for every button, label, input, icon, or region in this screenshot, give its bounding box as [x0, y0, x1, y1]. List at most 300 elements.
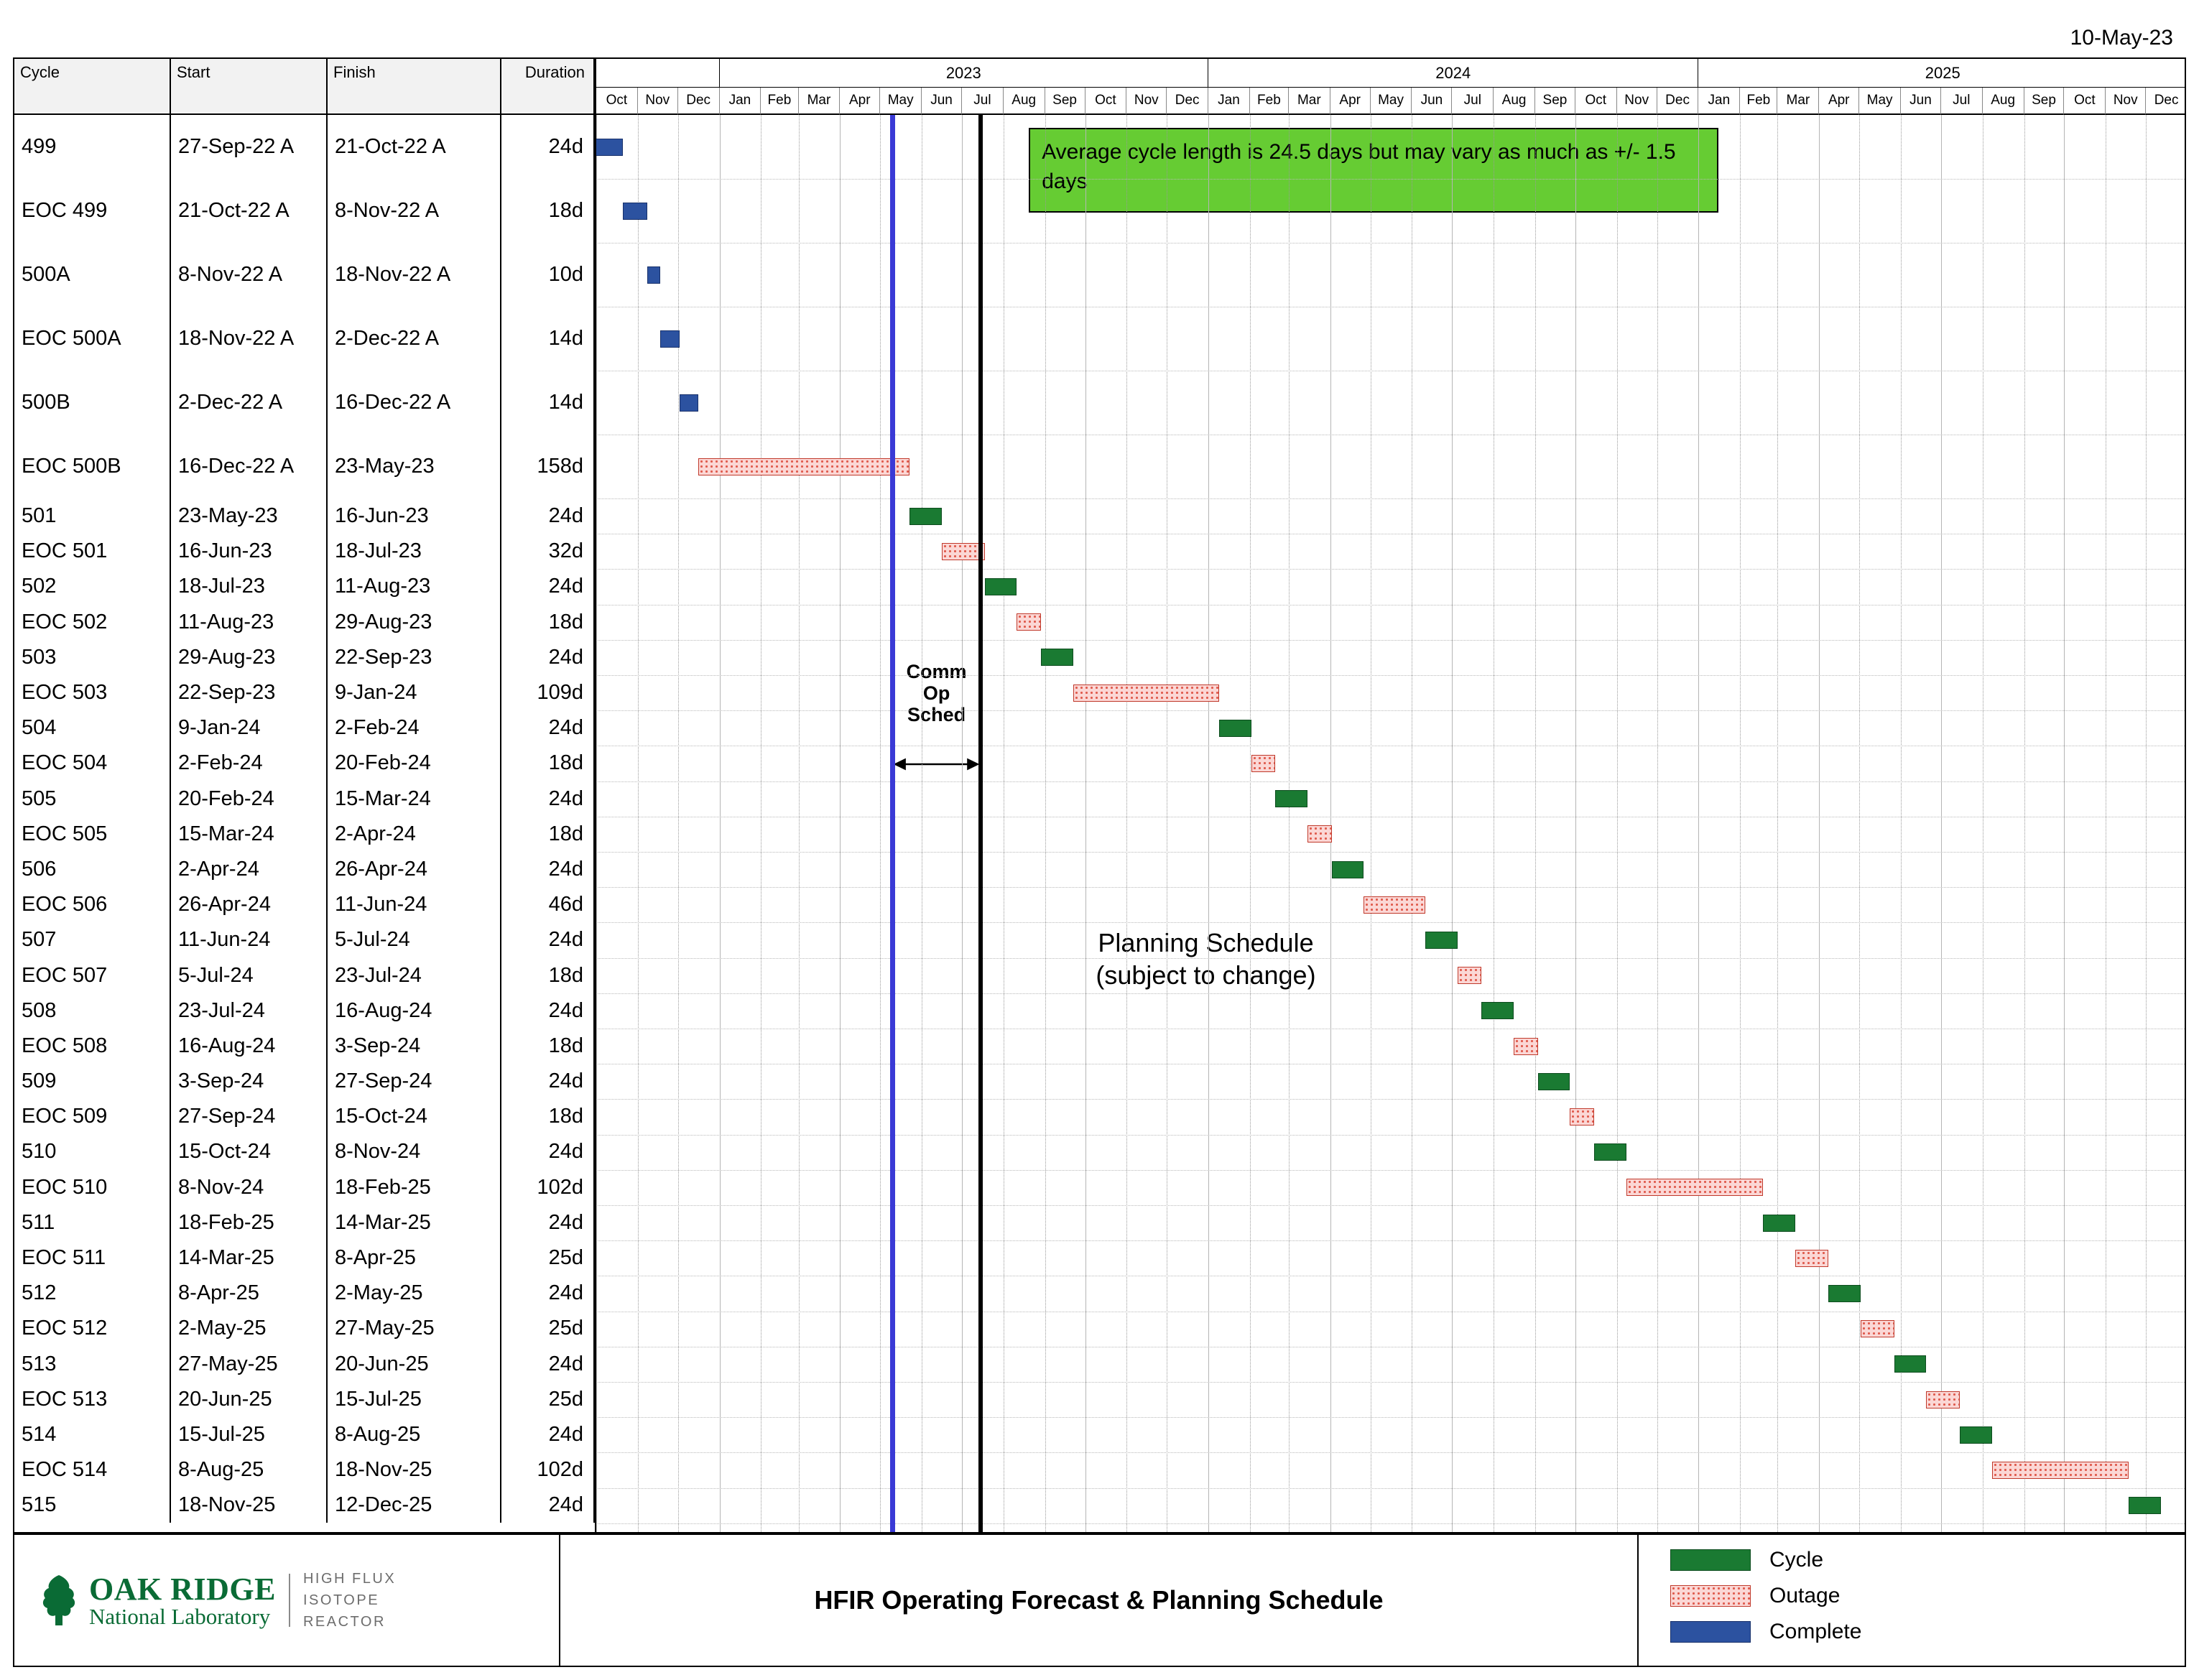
gantt-bar-outage[interactable] [1017, 613, 1041, 631]
cell-finish: 2-Dec-22 A [328, 307, 501, 371]
cell-cycle: EOC 510 [14, 1170, 171, 1205]
month-tick-jul: Jul [1452, 88, 1494, 115]
gantt-bar-cycle[interactable] [1219, 720, 1251, 737]
cell-duration: 18d [501, 957, 595, 993]
cell-start: 15-Mar-24 [171, 817, 328, 852]
cell-finish: 2-May-25 [328, 1276, 501, 1311]
cell-duration: 25d [501, 1240, 595, 1276]
gridline-vertical [1330, 115, 1331, 1532]
table-row[interactable] [14, 1170, 595, 1205]
cell-start: 8-Aug-25 [171, 1452, 328, 1488]
cell-start: 18-Jul-23 [171, 569, 328, 604]
cell-start: 16-Dec-22 A [171, 435, 328, 498]
gridline-vertical [962, 115, 963, 1532]
month-tick-jun: Jun [922, 88, 962, 115]
logo-sub-2: ISOTOPE [302, 1592, 380, 1608]
gridline-horizontal [596, 993, 2185, 994]
cell-cycle: EOC 503 [14, 675, 171, 710]
logo-line-1: OAK RIDGE [89, 1571, 276, 1607]
gridline-vertical [2146, 115, 2147, 1532]
cell-cycle: 508 [14, 993, 171, 1029]
gridline-vertical [678, 115, 679, 1532]
column-header-finish: Finish [328, 59, 501, 115]
cell-finish: 2-Feb-24 [328, 710, 501, 746]
table-row[interactable] [14, 179, 595, 243]
column-header-duration: Duration [501, 59, 595, 115]
table-row[interactable] [14, 746, 595, 781]
cell-duration: 18d [501, 746, 595, 781]
cell-duration: 24d [501, 1134, 595, 1169]
gridline-horizontal [596, 1488, 2185, 1489]
gantt-bar-cycle[interactable] [1828, 1285, 1861, 1302]
cell-finish: 3-Sep-24 [328, 1029, 501, 1064]
gantt-bar-outage[interactable] [1307, 825, 1332, 843]
comm-op-span-arrow [892, 754, 981, 774]
cell-start: 20-Jun-25 [171, 1382, 328, 1417]
cell-cycle: 505 [14, 781, 171, 817]
table-row[interactable] [14, 1134, 595, 1169]
cell-finish: 15-Mar-24 [328, 781, 501, 817]
cell-start: 15-Jul-25 [171, 1417, 328, 1452]
month-tick-aug: Aug [1494, 88, 1535, 115]
month-tick-apr: Apr [1819, 88, 1859, 115]
cell-start: 8-Nov-24 [171, 1170, 328, 1205]
cell-finish: 8-Apr-25 [328, 1240, 501, 1276]
gantt-bar-outage[interactable] [1073, 684, 1219, 702]
table-row[interactable] [14, 435, 595, 498]
year-band-2023: 2023 [720, 59, 1209, 88]
gridline-vertical [799, 115, 800, 1532]
table-row[interactable] [14, 243, 595, 307]
cell-start: 27-May-25 [171, 1347, 328, 1382]
cell-start: 29-Aug-23 [171, 640, 328, 675]
table-row[interactable] [14, 115, 595, 179]
legend-label: Complete [1769, 1620, 1862, 1643]
table-row[interactable] [14, 1488, 595, 1523]
gantt-bar-outage[interactable] [1570, 1108, 1594, 1126]
month-tick-oct: Oct [596, 88, 638, 115]
document-date: 10-May-23 [2070, 26, 2173, 50]
gridline-horizontal [596, 640, 2185, 641]
schedule-frame [13, 57, 2186, 1533]
cell-start: 18-Nov-22 A [171, 307, 328, 371]
table-row[interactable] [14, 1029, 595, 1064]
cell-cycle: 511 [14, 1205, 171, 1240]
cell-finish: 8-Aug-25 [328, 1417, 501, 1452]
table-row[interactable] [14, 710, 595, 746]
cell-cycle: 499 [14, 115, 171, 179]
gridline-horizontal [596, 569, 2185, 570]
cell-cycle: 501 [14, 498, 171, 534]
table-row[interactable] [14, 922, 595, 957]
gridline-vertical [1901, 115, 1902, 1532]
cell-start: 18-Nov-25 [171, 1488, 328, 1523]
month-tick-dec: Dec [678, 88, 720, 115]
gantt-bar-complete[interactable] [680, 394, 698, 412]
gantt-bar-cycle[interactable] [909, 508, 942, 525]
table-header-row [14, 59, 595, 115]
month-tick-nov: Nov [638, 88, 678, 115]
cycle-table [14, 59, 595, 1532]
gantt-bar-complete[interactable] [647, 266, 661, 284]
oak-tree-icon [39, 1574, 79, 1627]
cell-cycle: 506 [14, 852, 171, 887]
table-row[interactable] [14, 1417, 595, 1452]
cell-duration: 24d [501, 1347, 595, 1382]
table-row[interactable] [14, 781, 595, 817]
month-tick-oct: Oct [1575, 88, 1617, 115]
cell-start: 14-Mar-25 [171, 1240, 328, 1276]
comm-op-sched-line [978, 115, 983, 1532]
gridline-horizontal [596, 1417, 2185, 1418]
table-row[interactable] [14, 1240, 595, 1276]
table-body [14, 115, 595, 1523]
legend-swatch-complete [1670, 1621, 1751, 1643]
gantt-bar-cycle[interactable] [1041, 649, 1073, 666]
cell-start: 27-Sep-24 [171, 1099, 328, 1134]
callout-note: Average cycle length is 24.5 days but may vary as much as +/- 1.5 days [1029, 128, 1718, 213]
gantt-bar-cycle[interactable] [985, 578, 1017, 595]
legend-label: Cycle [1769, 1548, 1824, 1572]
gridline-vertical [638, 115, 639, 1532]
gridline-vertical [880, 115, 881, 1532]
cell-duration: 46d [501, 887, 595, 922]
gantt-bar-cycle[interactable] [2129, 1497, 2161, 1514]
planning-note-line1: Planning Schedule [1098, 928, 1314, 957]
cell-cycle: EOC 512 [14, 1311, 171, 1346]
logo-line-2: National Laboratory [89, 1603, 271, 1629]
gantt-bar-cycle[interactable] [1763, 1215, 1795, 1232]
cell-finish: 8-Nov-24 [328, 1134, 501, 1169]
cell-finish: 16-Jun-23 [328, 498, 501, 534]
cell-duration: 25d [501, 1311, 595, 1346]
gridline-vertical [1575, 115, 1576, 1532]
gridline-horizontal [596, 710, 2185, 711]
cell-start: 5-Jul-24 [171, 957, 328, 993]
month-tick-dec: Dec [2146, 88, 2185, 115]
logo-sub-1: HIGH FLUX [302, 1571, 397, 1587]
cell-duration: 25d [501, 1382, 595, 1417]
column-header-cycle: Cycle [14, 59, 171, 115]
month-tick-jan: Jan [720, 88, 761, 115]
cell-start: 20-Feb-24 [171, 781, 328, 817]
gantt-bar-complete[interactable] [595, 139, 623, 156]
cell-duration: 18d [501, 179, 595, 243]
table-row[interactable] [14, 1382, 595, 1417]
table-row[interactable] [14, 887, 595, 922]
table-row[interactable] [14, 307, 595, 371]
gridline-vertical [1535, 115, 1536, 1532]
month-tick-mar: Mar [1289, 88, 1330, 115]
cell-start: 11-Aug-23 [171, 605, 328, 640]
cell-finish: 12-Dec-25 [328, 1488, 501, 1523]
cell-cycle: EOC 508 [14, 1029, 171, 1064]
gantt-bar-cycle[interactable] [1594, 1143, 1626, 1161]
cell-duration: 24d [501, 1064, 595, 1099]
column-header-start: Start [171, 59, 328, 115]
cell-finish: 26-Apr-24 [328, 852, 501, 887]
gridline-vertical [1085, 115, 1086, 1532]
cell-duration: 18d [501, 1029, 595, 1064]
cell-duration: 24d [501, 498, 595, 534]
table-row[interactable] [14, 371, 595, 435]
month-tick-may: May [880, 88, 922, 115]
legend-label: Outage [1769, 1584, 1841, 1607]
month-tick-jun: Jun [1412, 88, 1452, 115]
cell-start: 2-May-25 [171, 1311, 328, 1346]
cell-finish: 18-Feb-25 [328, 1170, 501, 1205]
cell-duration: 24d [501, 115, 595, 179]
month-tick-sep: Sep [2024, 88, 2065, 115]
month-tick-apr: Apr [1330, 88, 1371, 115]
gantt-bar-outage[interactable] [1364, 896, 1425, 914]
month-tick-sep: Sep [1535, 88, 1575, 115]
cell-start: 27-Sep-22 A [171, 115, 328, 179]
cell-cycle: EOC 513 [14, 1382, 171, 1417]
legend-swatch-outage [1670, 1585, 1751, 1607]
gantt-bar-cycle[interactable] [1425, 932, 1458, 949]
month-tick-jan: Jan [1698, 88, 1740, 115]
gridline-vertical [1289, 115, 1290, 1532]
cell-start: 2-Apr-24 [171, 852, 328, 887]
month-tick-nov: Nov [2106, 88, 2146, 115]
cell-finish: 14-Mar-25 [328, 1205, 501, 1240]
cell-start: 22-Sep-23 [171, 675, 328, 710]
month-tick-jan: Jan [1208, 88, 1250, 115]
cell-start: 15-Oct-24 [171, 1134, 328, 1169]
gridline-vertical [1126, 115, 1127, 1532]
cell-duration: 24d [501, 1205, 595, 1240]
month-tick-apr: Apr [840, 88, 880, 115]
gantt-bar-complete[interactable] [660, 330, 679, 348]
cell-start: 8-Nov-22 A [171, 243, 328, 307]
table-row[interactable] [14, 498, 595, 534]
gantt-bar-cycle[interactable] [1538, 1073, 1570, 1090]
legend-item [1670, 1584, 2185, 1608]
table-row[interactable] [14, 1452, 595, 1488]
gridline-horizontal [596, 958, 2185, 959]
cell-duration: 158d [501, 435, 595, 498]
table-row[interactable] [14, 957, 595, 993]
cell-finish: 2-Apr-24 [328, 817, 501, 852]
cell-duration: 32d [501, 534, 595, 569]
gridline-horizontal [596, 498, 2185, 499]
gridline-vertical [1250, 115, 1251, 1532]
cell-duration: 24d [501, 1276, 595, 1311]
cell-finish: 18-Nov-25 [328, 1452, 501, 1488]
ornl-logo [14, 1535, 560, 1666]
month-tick-may: May [1371, 88, 1412, 115]
cell-duration: 14d [501, 371, 595, 435]
gridline-vertical [1452, 115, 1453, 1532]
cell-start: 2-Feb-24 [171, 746, 328, 781]
cell-cycle: 504 [14, 710, 171, 746]
table-row[interactable] [14, 817, 595, 852]
cell-finish: 20-Jun-25 [328, 1347, 501, 1382]
month-tick-sep: Sep [1045, 88, 1085, 115]
cell-cycle: 513 [14, 1347, 171, 1382]
cell-cycle: 515 [14, 1488, 171, 1523]
planning-note-line2: (subject to change) [1096, 960, 1316, 990]
gridline-vertical [1777, 115, 1778, 1532]
cell-cycle: 512 [14, 1276, 171, 1311]
gridline-vertical [1941, 115, 1942, 1532]
gridline-horizontal [596, 179, 2185, 180]
gridline-horizontal [596, 1099, 2185, 1100]
gantt-bar-cycle[interactable] [1275, 790, 1307, 807]
gridline-vertical [1208, 115, 1209, 1532]
gridline-horizontal [596, 675, 2185, 676]
table-row[interactable] [14, 569, 595, 604]
cell-cycle: EOC 511 [14, 1240, 171, 1276]
cell-cycle: 507 [14, 922, 171, 957]
table-row[interactable] [14, 852, 595, 887]
legend-swatch-cycle [1670, 1549, 1751, 1571]
comm-op-line1: Comm [906, 661, 967, 682]
table-row[interactable] [14, 1064, 595, 1099]
table-row[interactable] [14, 675, 595, 710]
gridline-horizontal [596, 1135, 2185, 1136]
month-tick-mar: Mar [799, 88, 841, 115]
gantt-bar-outage[interactable] [698, 458, 910, 475]
gantt-bar-cycle[interactable] [1332, 861, 1364, 878]
gridline-horizontal [596, 1523, 2185, 1524]
gantt-bar-cycle[interactable] [1481, 1002, 1514, 1019]
gridline-vertical [2024, 115, 2025, 1532]
gridline-horizontal [596, 1382, 2185, 1383]
cell-duration: 102d [501, 1170, 595, 1205]
cell-cycle: EOC 509 [14, 1099, 171, 1134]
gantt-bar-complete[interactable] [623, 203, 647, 220]
gantt-bar-outage[interactable] [1926, 1391, 1960, 1408]
year-band-2025: 2025 [1698, 59, 2185, 88]
month-tick-aug: Aug [1004, 88, 1045, 115]
gridline-vertical [596, 115, 597, 1532]
legend-item [1670, 1548, 2185, 1572]
gridline-vertical [720, 115, 721, 1532]
gridline-vertical [1045, 115, 1046, 1532]
table-row[interactable] [14, 1205, 595, 1240]
cell-start: 23-May-23 [171, 498, 328, 534]
gridline-vertical [840, 115, 841, 1532]
cell-duration: 10d [501, 243, 595, 307]
footer [13, 1533, 2186, 1667]
cell-finish: 20-Feb-24 [328, 746, 501, 781]
month-tick-feb: Feb [1740, 88, 1777, 115]
cell-duration: 24d [501, 710, 595, 746]
gantt-chart [595, 59, 2185, 1532]
table-row[interactable] [14, 1311, 595, 1346]
gridline-horizontal [596, 1240, 2185, 1241]
cell-finish: 23-May-23 [328, 435, 501, 498]
cell-finish: 9-Jan-24 [328, 675, 501, 710]
month-tick-mar: Mar [1777, 88, 1819, 115]
cell-cycle: 503 [14, 640, 171, 675]
cell-start: 8-Apr-25 [171, 1276, 328, 1311]
cell-finish: 8-Nov-22 A [328, 179, 501, 243]
gridline-horizontal [596, 1170, 2185, 1171]
table-row[interactable] [14, 640, 595, 675]
gridline-vertical [1740, 115, 1741, 1532]
cell-duration: 24d [501, 852, 595, 887]
comm-op-line2: Op [922, 682, 950, 705]
table-row[interactable] [14, 993, 595, 1029]
cell-cycle: 502 [14, 569, 171, 604]
cell-start: 16-Jun-23 [171, 534, 328, 569]
cell-duration: 24d [501, 640, 595, 675]
cell-cycle: EOC 499 [14, 179, 171, 243]
cell-duration: 102d [501, 1452, 595, 1488]
gridline-vertical [1657, 115, 1658, 1532]
gantt-bar-cycle[interactable] [1960, 1426, 1992, 1444]
month-tick-dec: Dec [1167, 88, 1208, 115]
cell-finish: 16-Aug-24 [328, 993, 501, 1029]
cell-finish: 15-Jul-25 [328, 1382, 501, 1417]
cell-finish: 27-Sep-24 [328, 1064, 501, 1099]
cell-duration: 18d [501, 605, 595, 640]
cell-start: 18-Feb-25 [171, 1205, 328, 1240]
gantt-bar-outage[interactable] [1458, 967, 1482, 984]
planning-schedule-note [947, 927, 1464, 991]
cell-finish: 5-Jul-24 [328, 922, 501, 957]
cell-finish: 29-Aug-23 [328, 605, 501, 640]
cell-finish: 11-Aug-23 [328, 569, 501, 604]
cell-cycle: 500A [14, 243, 171, 307]
cell-cycle: EOC 501 [14, 534, 171, 569]
cell-finish: 16-Dec-22 A [328, 371, 501, 435]
month-tick-oct: Oct [1085, 88, 1127, 115]
gantt-bar-outage[interactable] [1795, 1250, 1829, 1267]
cell-cycle: 500B [14, 371, 171, 435]
cell-duration: 24d [501, 569, 595, 604]
cell-cycle: EOC 506 [14, 887, 171, 922]
gantt-bar-outage[interactable] [1861, 1320, 1894, 1337]
cell-cycle: EOC 504 [14, 746, 171, 781]
cell-duration: 24d [501, 922, 595, 957]
gridline-horizontal [596, 1452, 2185, 1453]
gridline-horizontal [596, 887, 2185, 888]
cell-duration: 18d [501, 1099, 595, 1134]
footer-title: HFIR Operating Forecast & Planning Schedule [560, 1535, 1639, 1666]
cell-start: 23-Jul-24 [171, 993, 328, 1029]
cell-finish: 22-Sep-23 [328, 640, 501, 675]
gantt-bar-outage[interactable] [1251, 755, 1276, 772]
table-row[interactable] [14, 1099, 595, 1134]
gridline-vertical [1859, 115, 1860, 1532]
gantt-bar-cycle[interactable] [1894, 1355, 1927, 1373]
gridline-vertical [1617, 115, 1618, 1532]
table-row[interactable] [14, 605, 595, 640]
gridline-vertical [1698, 115, 1699, 1532]
year-band-2022 [596, 59, 720, 88]
cell-cycle: 510 [14, 1134, 171, 1169]
table-row[interactable] [14, 1347, 595, 1382]
gantt-bar-outage[interactable] [1992, 1462, 2129, 1479]
gantt-bar-outage[interactable] [1514, 1038, 1538, 1055]
logo-sub-3: REACTOR [302, 1614, 386, 1630]
cell-duration: 24d [501, 993, 595, 1029]
comm-op-line3: Sched [907, 704, 966, 726]
cell-start: 11-Jun-24 [171, 922, 328, 957]
gantt-bar-outage[interactable] [1626, 1179, 1763, 1196]
month-tick-feb: Feb [1250, 88, 1289, 115]
cell-finish: 21-Oct-22 A [328, 115, 501, 179]
cell-cycle: 514 [14, 1417, 171, 1452]
cell-duration: 24d [501, 781, 595, 817]
legend [1639, 1535, 2185, 1666]
table-row[interactable] [14, 1276, 595, 1311]
table-row[interactable] [14, 534, 595, 569]
